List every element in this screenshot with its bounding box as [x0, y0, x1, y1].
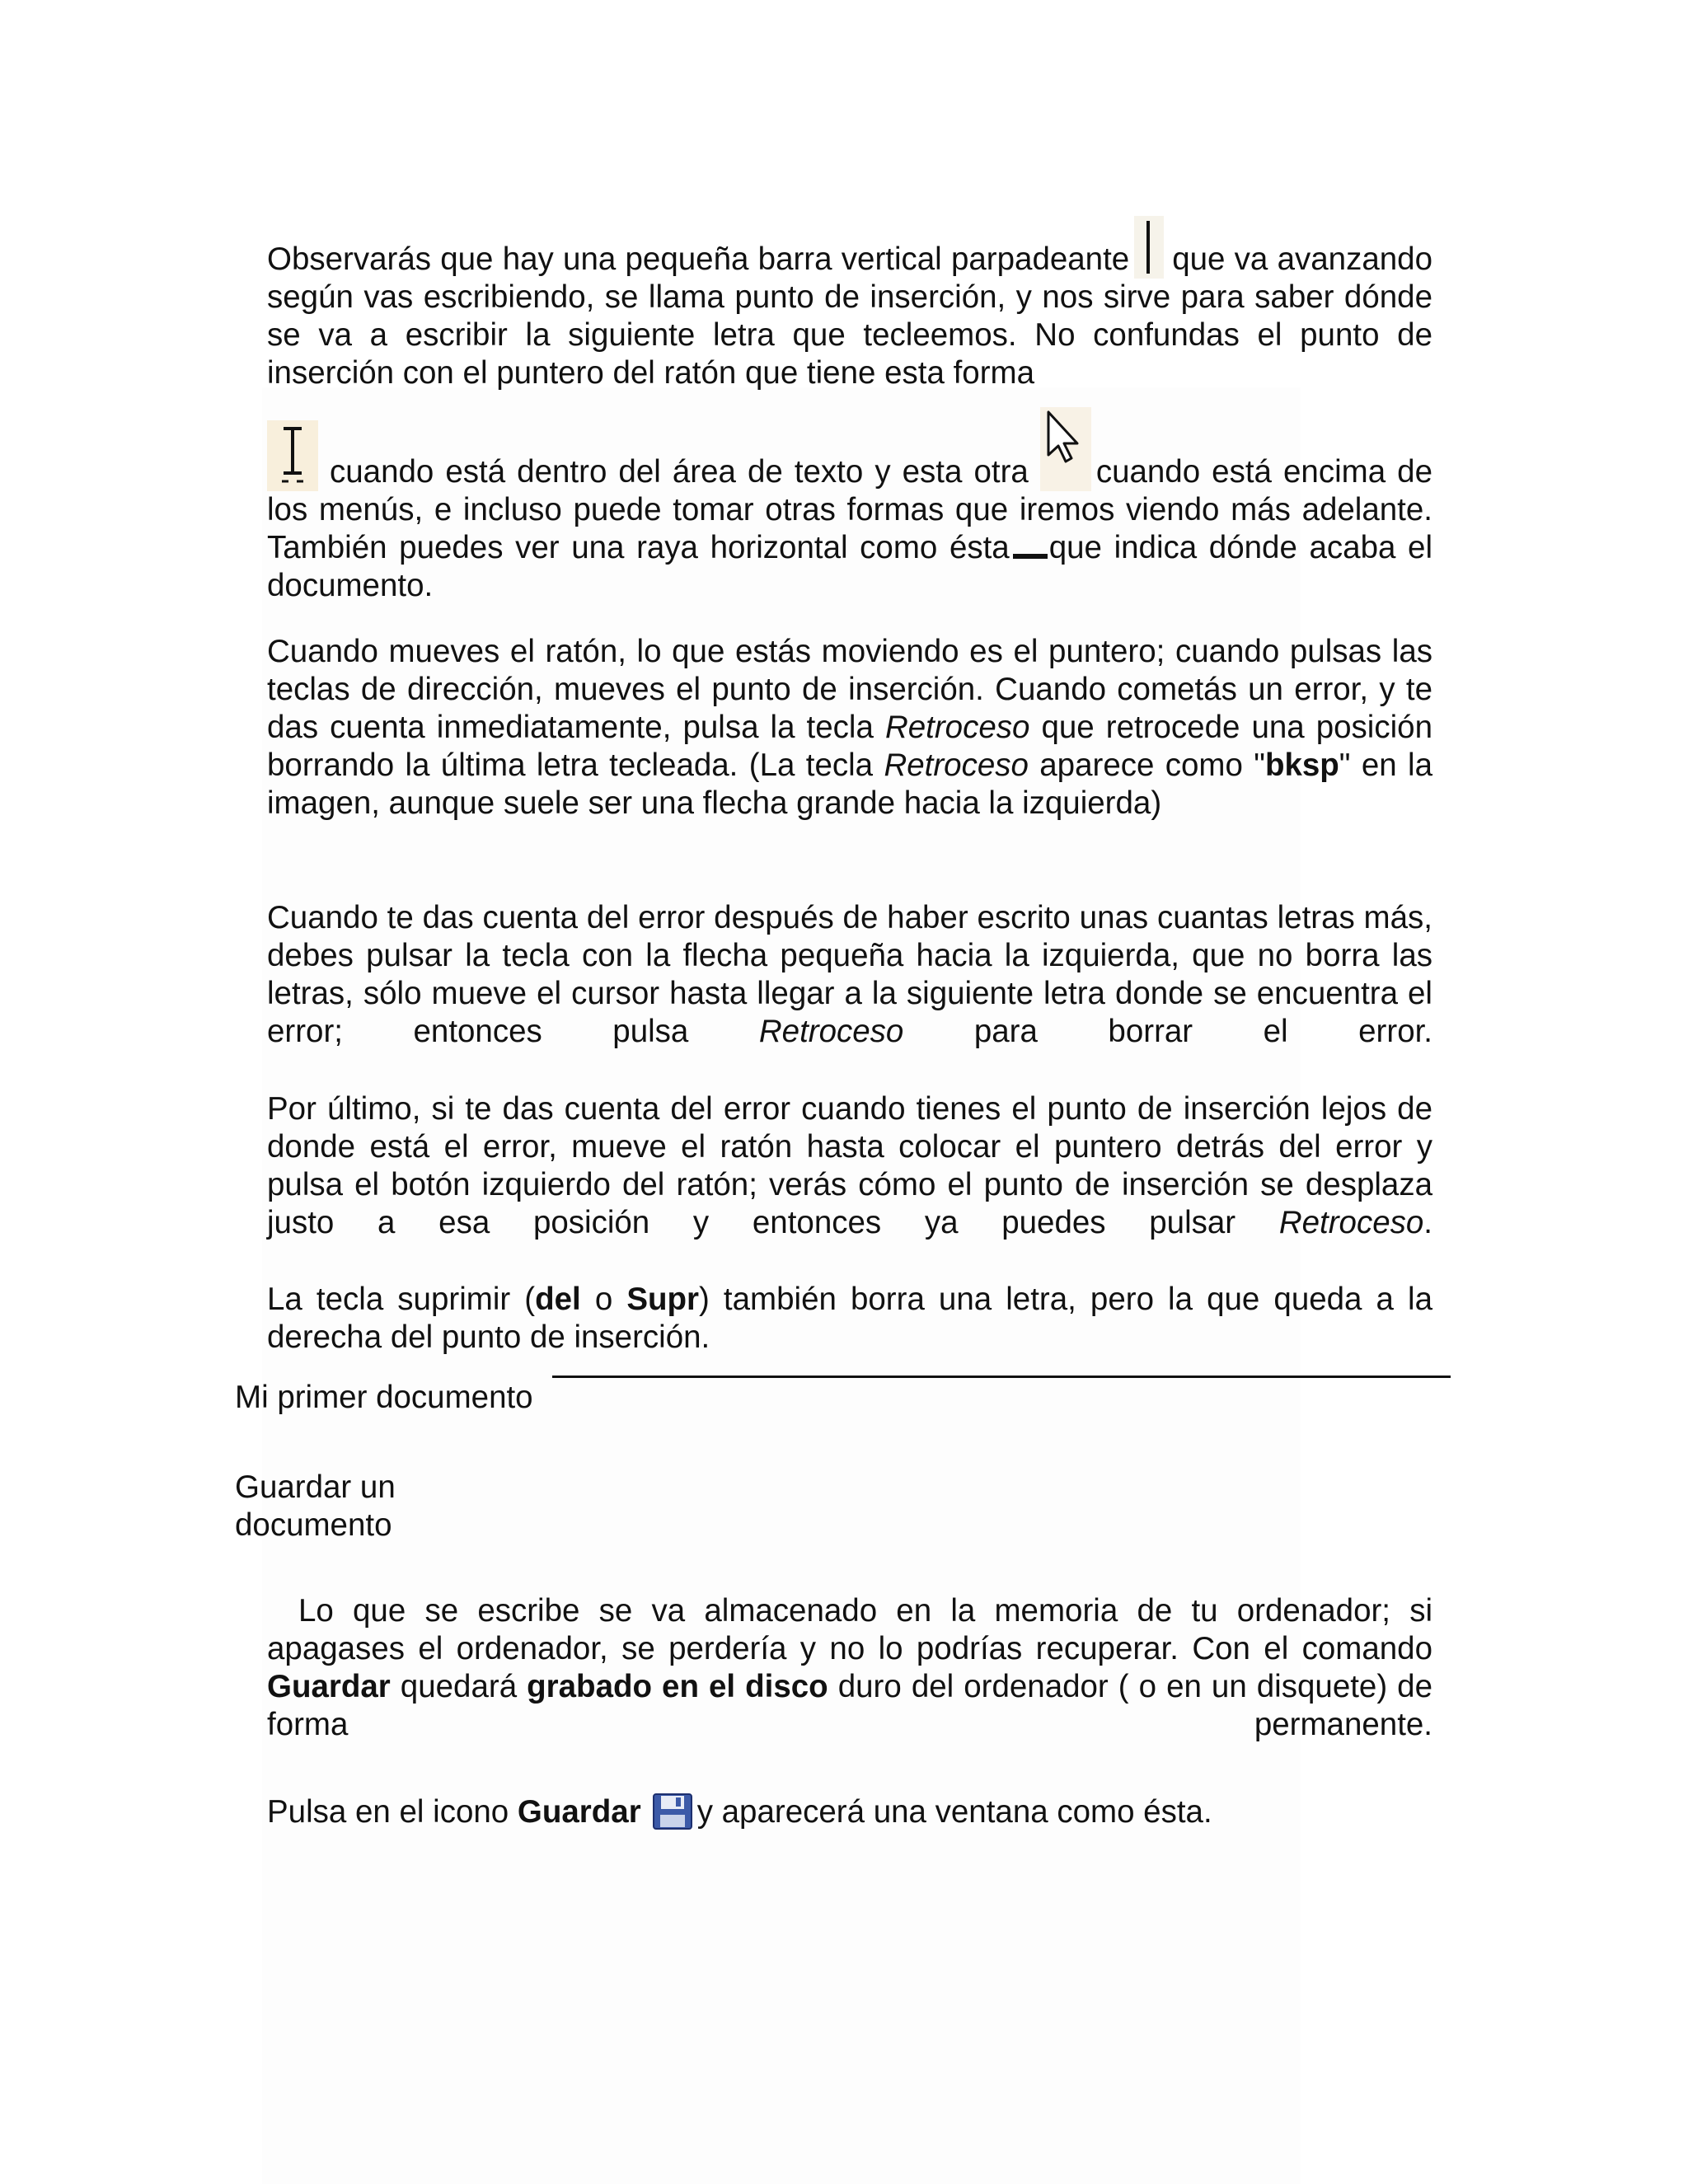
- p2-text-2: cuando está encima de los menús, e incluso puede tomar otras formas que iremos viendo más adelante. También puedes ver una raya horizontal como ésta: [267, 454, 1432, 565]
- p1-text-1: Observarás que hay una pequeña barra vertical parpadeante: [267, 241, 1130, 277]
- p5-text-1: Por último, si te das cuenta del error cuando tienes el punto de inserción lejos de donde está el error, mueve el ratón hasta colocar el puntero detrás del error y pulsa el botón izquierdo del ratón; verás cómo el punto de inserción se desplaza justo a esa posición y entonces ya puedes pulsar: [267, 1091, 1432, 1240]
- paragraph-arrow-key: [267, 899, 1432, 1051]
- p3-text-3: aparece como ": [1028, 748, 1265, 783]
- p7-text-2: quedará: [390, 1669, 528, 1704]
- p3-text-4: " en la imagen, aunque suele ser una flecha grande hacia la izquierda): [267, 748, 1432, 821]
- side-label-guardar-line1: Guardar un: [235, 1469, 396, 1505]
- p6-bold-del: del: [535, 1282, 581, 1317]
- p3-italic-retroceso-1: Retroceso: [884, 710, 1030, 745]
- p8-text-2: y aparecerá una ventana como ésta.: [696, 1794, 1212, 1830]
- p3-bold-bksp: bksp: [1264, 748, 1339, 783]
- p4-italic-retroceso: Retroceso: [758, 1014, 904, 1049]
- p6-bold-supr: Supr: [626, 1282, 700, 1317]
- p3-text-2: que retrocede una posición borrando la última letra tecleada. (La tecla: [267, 710, 1432, 783]
- p4-text-2: para borrar el error.: [903, 1014, 1432, 1049]
- p8-bold-guardar: Guardar: [517, 1794, 641, 1830]
- p7-text-1: Lo que se escribe se va almacenado en la memoria de tu ordenador; si apagases el ordenador, se perdería y no lo podrías recuperar. Con el comando: [267, 1593, 1432, 1666]
- p6-text-1: La tecla suprimir (: [267, 1282, 536, 1317]
- end-of-document-dash-icon: [1013, 542, 1048, 567]
- paragraph-pointer-shapes: [267, 407, 1432, 605]
- arrow-pointer-icon: [1040, 407, 1091, 491]
- paragraph-save-icon: [267, 1792, 1432, 1831]
- ibeam-pointer-icon: [267, 420, 318, 491]
- floppy-disk-save-icon: [651, 1792, 694, 1831]
- paragraph-insertion-point: [267, 216, 1432, 392]
- side-label-guardar-line2: documento: [235, 1507, 392, 1543]
- paragraph-backspace: [267, 633, 1432, 823]
- text-cursor-caret-icon: [1134, 216, 1164, 279]
- p2-text-1: cuando está dentro del área de texto y esta otra: [330, 454, 1029, 490]
- p3-italic-retroceso-2: Retroceso: [884, 748, 1029, 783]
- p6-text-2: o: [580, 1282, 627, 1317]
- p2-text-3: que indica dónde acaba el documento.: [267, 530, 1432, 603]
- paragraph-mouse-click: [267, 1090, 1432, 1242]
- p4-text-1: Cuando te das cuenta del error después de haber escrito unas cuantas letras más, debes pulsar la tecla con la flecha pequeña hacia la izquierda, que no borra las letras, sólo mueve el cursor hasta llegar a la siguiente letra donde se encuentra el error; entonces pulsa: [267, 900, 1432, 1049]
- p1-text-2: que va avanzando según vas escribiendo, se llama punto de inserción, y nos sirve para saber dónde se va a escribir la siguiente letra que tecleemos. No confundas el punto de inserción con el puntero del ratón que tiene esta forma: [267, 241, 1432, 391]
- p5-italic-retroceso: Retroceso: [1278, 1205, 1424, 1240]
- p7-bold-grabado: grabado en el disco: [527, 1669, 828, 1704]
- p6-text-3: ) también borra una letra, pero la que queda a la derecha del punto de inserción.: [267, 1282, 1433, 1355]
- p3-text-1: Cuando mueves el ratón, lo que estás moviendo es el puntero; cuando pulsas las teclas de dirección, mueves el punto de inserción. Cuando cometás un error, y te das cuenta inmediatamente, pulsa la tecla: [267, 634, 1432, 745]
- p5-text-2: .: [1423, 1205, 1432, 1240]
- paragraph-save-intro: [267, 1592, 1432, 1744]
- p7-text-3: duro del ordenador ( o en un disquete) de forma permanente.: [267, 1669, 1433, 1742]
- paragraph-delete-key: [267, 1281, 1432, 1357]
- p8-text-1: Pulsa en el icono: [267, 1794, 518, 1830]
- section-divider-line: [552, 1376, 1451, 1378]
- side-label-mi-primer-documento: Mi primer documento: [235, 1380, 533, 1415]
- p7-bold-guardar: Guardar: [267, 1669, 391, 1704]
